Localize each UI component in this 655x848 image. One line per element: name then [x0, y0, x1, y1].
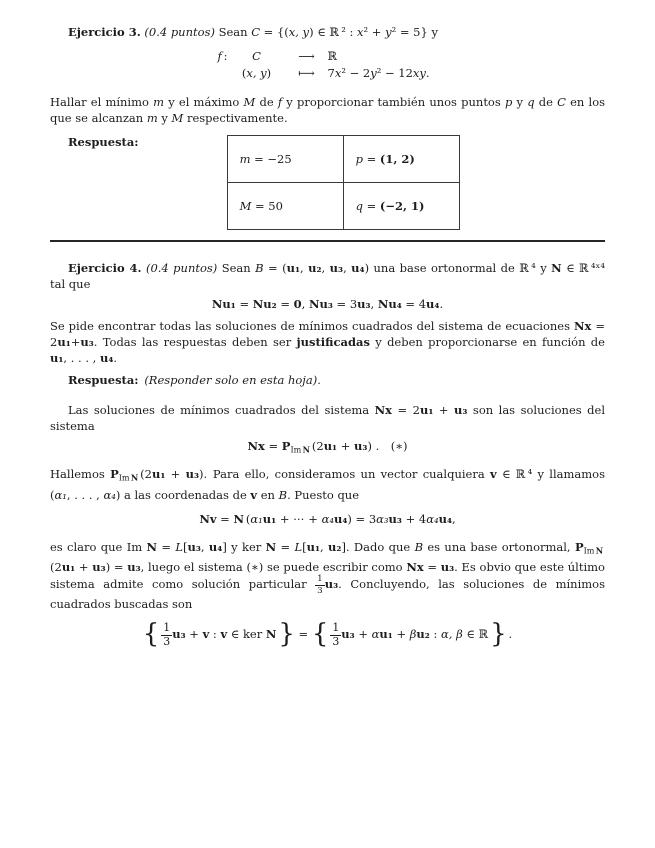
cell-minimum-value: m = −25: [227, 136, 343, 183]
function-definition-display: [50, 48, 605, 82]
solution-projection-paragraph: Hallemos $P_{Im}$ $_N$ (2u₁ + u₃). Para ello, consideramos un vector cualquiera v ∈ ℝ ⁴ y llamamos (α₁, . . . , α₄) a las coordenadas de v en B. Puesto que: [50, 467, 606, 502]
map-domain: C: [252, 49, 261, 63]
table-row-min: [227, 136, 459, 183]
answers-table: [227, 135, 460, 230]
exercise4-respuesta-line: Respuesta: (Responder solo en esta hoja).: [68, 373, 321, 387]
solution-conclusion-paragraph: es claro que Im N = L[u₃, u₄] y ker N = L[u₁, u₂]. Dado que B es una base ortonormal, $P_{Im}$ $_N$ (2u₁ + u₃) = u₃, luego el sistema (∗) se puede escribir como Nx = u₃. Es obvio que este último sistema admite como solución particular $\frac{1}{3}$ u₃. Concluyendo, las soluciones de mínimos cuadrados buscadas son: [50, 539, 606, 612]
cell-point-p: p = (1, 2): [343, 136, 459, 183]
map-row-domain: [198, 48, 458, 65]
respuesta-label: Respuesta:: [68, 135, 139, 149]
table-row-max: [227, 183, 459, 230]
fraction: $\frac{1}{3}$: [163, 621, 171, 649]
normal-equation-display: $Nx = P_{Im}$ $_N$ (2u₁ + u₃) . (∗): [247, 439, 408, 455]
cell-point-q: q = (−2, 1): [343, 183, 459, 230]
long-right-arrow-icon: ⟶: [298, 49, 315, 63]
map-point: (x, y): [241, 66, 272, 80]
map-function-name: f :: [217, 49, 228, 63]
fraction: $\frac{1}{3}$: [317, 574, 323, 596]
exercise3-answer-block: [50, 134, 605, 230]
fraction: $\frac{1}{3}$: [332, 621, 340, 649]
exercise4-task: Se pide encontrar todas las soluciones de mínimos cuadrados del sistema de ecuaciones Nx = 2u₁+u₃. Todas las respuestas deben ser justificadas y deben proporcionarse en función de u₁, . . . , u₄.: [50, 319, 605, 365]
exercise3-task: Hallar el mínimo m y el máximo M de f y proporcionar también unos puntos p y q de C en los que se alcanzan m y M respectivamente.: [50, 95, 606, 125]
section-divider: [50, 240, 605, 242]
exercise3-heading: Ejercicio 3. (0.4 puntos) Sean C = {(x, y) ∈ ℝ ² : x² + y² = 5} y: [68, 25, 438, 39]
nv-expansion-display: Nv = N (α₁u₁ + ⋯ + α₄u₄) = 3α₃u₃ + 4α₄u₄,: [199, 511, 456, 526]
cell-maximum-value: M = 50: [227, 183, 343, 230]
maps-to-arrow-icon: ⟼: [298, 66, 315, 80]
eigen-relations-display: Nu₁ = Nu₂ = 0, Nu₃ = 3u₃, Nu₄ = 4u₄.: [211, 297, 444, 311]
exercise4-heading: Ejercicio 4. (0.4 puntos) Sean B = (u₁, u₂, u₃, u₄) una base ortonormal de ℝ ⁴ y N ∈ ℝ ⁴ˣ⁴ tal que: [50, 261, 606, 291]
map-row-formula: [198, 65, 458, 82]
solution-intro-paragraph: Las soluciones de mínimos cuadrados del sistema Nx = 2u₁ + u₃ son las soluciones del sistema: [50, 403, 605, 433]
solution-set-display: { $\frac{1}{3}$ u₃ + v : v ∈ ker N } = { $\frac{1}{3}$ u₃ + αu₁ + βu₂ : α, β ∈ ℝ } .: [142, 619, 513, 650]
map-codomain: ℝ: [327, 49, 338, 63]
map-formula: 7x² − 2y² − 12xy.: [327, 66, 430, 80]
